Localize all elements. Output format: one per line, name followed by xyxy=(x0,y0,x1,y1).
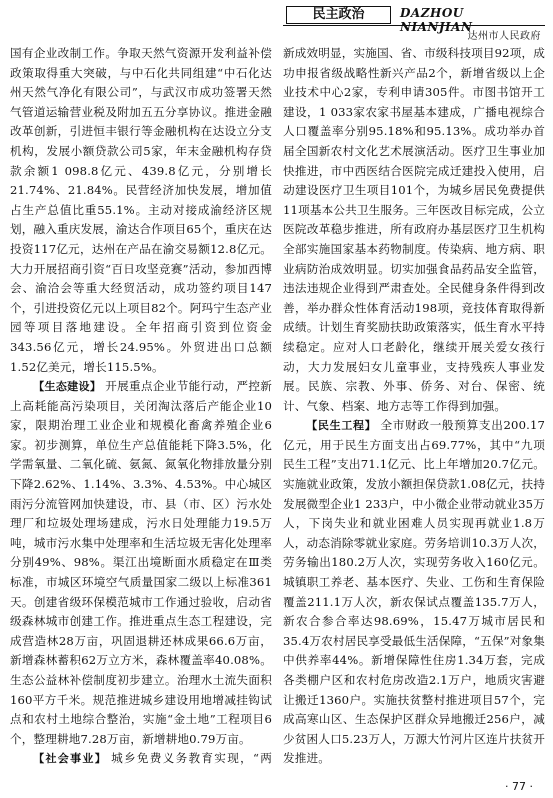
section-title: 民主政治 xyxy=(286,6,391,24)
section-social xyxy=(10,749,272,768)
section-body-social: 城乡免费义务教育实现，“两 xyxy=(111,751,272,766)
section-ecology xyxy=(10,377,272,749)
paragraph-social-continued: 新成效明显，实施国、省、市级科技项目92项，成功申报省级战略性新兴产品2个，新增省级以上企业技术中心2家，专利申请305件。市图书馆开工建设，1 033家农家书屋基本建成，广播电视综合人口覆盖率分别95.18%和95.13%。成功举办首届全国新农村文化艺术展演活动。医疗卫生事业加快推进，市中西医结合医院完成迁建投入使用，启动建设医疗卫生项目101个，为城乡居民免费提供11项基本公共卫生服务。三年医改目标完成，公立医院改革稳步推进，所有政府办基层医疗卫生机构全部实施国家基本药物制度。传染病、地方病、职业病防治成效明显。切实加强食品药品安全监管，违法违规企业得到严肃查处。全民健身条件得到改善，举办群众性体育活动198项，竞技体育取得新成绩。计划生育奖励扶助政策落实，低生育水平持续稳定。应对人口老龄化，继续开展关爱女孩行动，大力发展妇女儿童事业，支持残疾人事业发展。民族、宗教、外事、侨务、对台、保密、统计、气象、档案、地方志等工作得到加强。 xyxy=(283,46,545,413)
section-body-livelihood: 全市财政一般预算支出200.17亿元，用于民生方面支出占69.77%，其中“九项民生工程”支出71.1亿元、比上年增加20.7亿元。实施就业政策，发放小额担保贷款1.08亿元，扶持发展微型企业1 233户，中小微企业带动就业35万人，下岗失业和就业困难人员实现再就业1.8万人，动态消除零就业家庭。劳务培训10.3万人次，劳务输出180.2万人次，实现劳务收入160亿元。城镇职工养老、基本医疗、失业、工伤和生育保险覆盖211.1万人次，新农保试点覆盖135.7万人，新农合参合率达98.69%，15.47万城市居民和35.4万农村居民享受最低生活保障，“五保”对象集中供养率44%。新增保障性住房1.34万套，完成各类棚户区和农村危房改造2.1万户，地质灾害避让搬迁1360户。实施扶贫整村推进项目57个，完成高寒山区、生态保护区群众异地搬迁256户，减少贫困人口5.23万人，万源大竹河片区连片扶贫开发推进。 xyxy=(283,418,545,766)
paragraph-economy-continued: 国有企业改制工作。争取天然气资源开发利益补偿政策取得重大突破，与中石化共同组建“中石化达州天然气净化有限公司”，与武汉市成功签署天然气管道运输营业税及附加五五分享协议。推进金融改革创新，引进恒丰银行等金融机构在达设立分支机构，发展小额贷款公司5家，年末金融机构存贷款余额1 098.8亿元、439.8亿元，分别增长21.74%、21.84%。民营经济加快发展，增加值占生产总值比重55.1%。主动对接成渝经济区规划，融入重庆发展，渝达合作项目65个，重庆在达投资117亿元，达州在产品在渝交易额12.8亿元。大力开展招商引资“百日攻坚竞赛”活动，参加西博会、渝洽会等重大经贸活动，成功签约项目147个，引进投资亿元以上项目82个。阿玛宁生态产业园等项目落地建设。全年招商引资到位资金343.56亿元，增长24.95%。外贸进出口总额1.52亿美元，增长115.5%。 xyxy=(10,46,272,374)
section-heading-livelihood: 【民生工程】 xyxy=(306,419,377,433)
header-subtitle: 达州市人民政府 xyxy=(467,31,541,42)
section-body-ecology: 开展重点企业节能行动，严控新上高耗能高污染项目，关闭淘汰落后产能企业10家，限期治理工业企业和规模化畜禽养殖企业6家。初步测算，单位生产总值能耗下降3.5%，化学需氧量、二氧化硫、氨氮、氮氧化物排放量分别下降2.62%、1.14%、3.3%、4.53%。中心城区雨污分流管网加快建设，市、县（市、区）污水处理厂和垃圾处理场建成，污水日处理能力19.5万吨，城市污水集中处理率和生活垃圾无害化处理率分别49%、98%。渠江出境断面水质稳定在Ⅲ类标准，市城区环境空气质量国家二级以上标准361天。创建省级环保模范城市工作通过验收，启动省级森林城市创建工作。推进重点生态工程建设，完成营造林28万亩，巩固退耕还林成果66.6万亩，新增森林蓄积62万立方米，森林覆盖率40.08%。生态公益林补偿制度初步建立。治理水土流失面积160平方千米。规范推进城乡建设用地增减挂钩试点和农村土地综合整治，实施“金土地”工程项目6个，整理耕地7.28万亩，新增耕地0.79万亩。 xyxy=(10,379,272,746)
header-rule xyxy=(283,25,545,26)
yearbook-title: DAZHOU NIANJIAN xyxy=(400,6,473,34)
page-header xyxy=(0,0,553,40)
left-column xyxy=(10,44,272,768)
section-livelihood xyxy=(283,416,545,768)
right-column xyxy=(283,44,545,768)
section-heading-ecology: 【生态建设】 xyxy=(33,380,102,394)
page-number: · 77 · xyxy=(505,780,533,793)
section-heading-social: 【社会事业】 xyxy=(33,752,108,766)
